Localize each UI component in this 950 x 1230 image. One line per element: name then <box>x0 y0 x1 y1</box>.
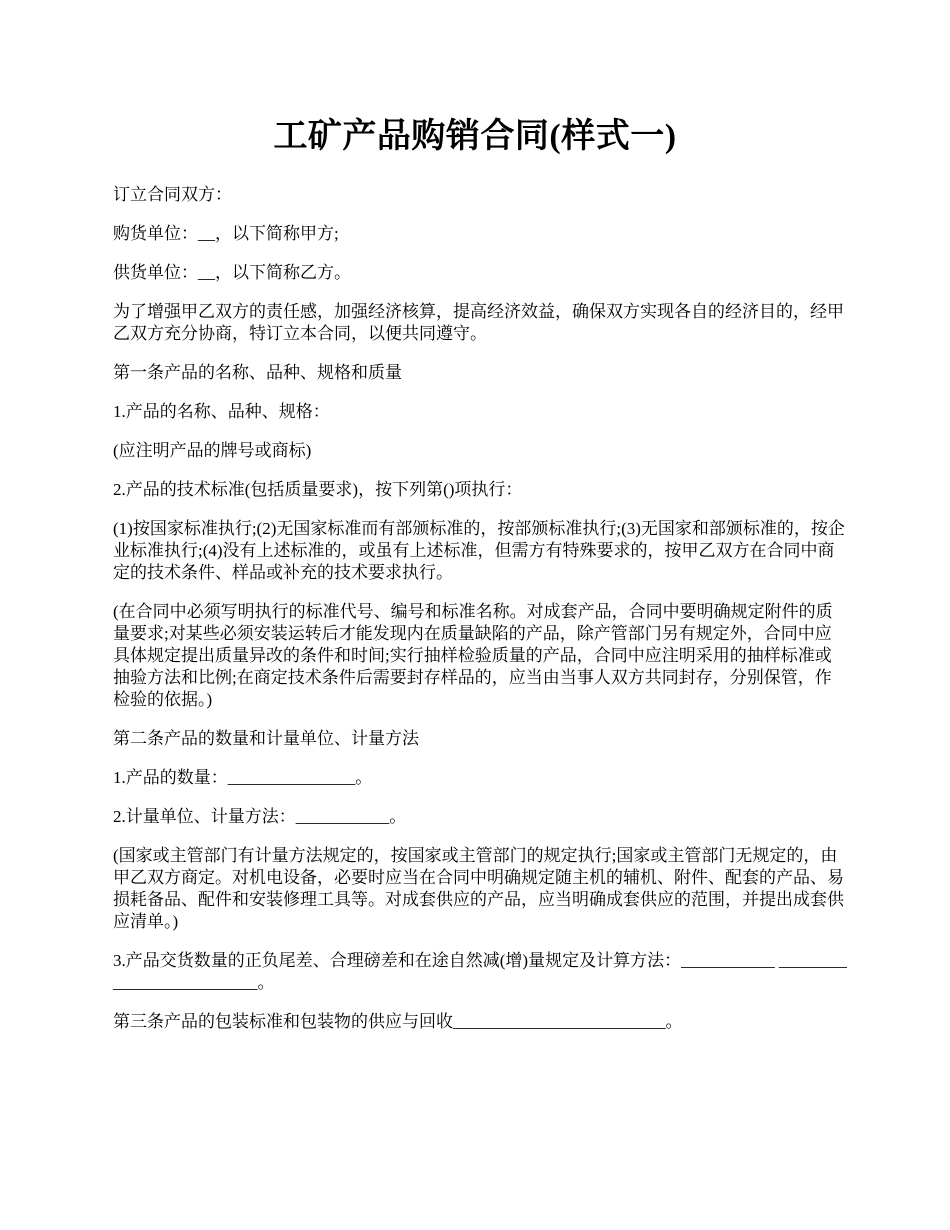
article-2-heading: 第二条产品的数量和计量单位、计量方法 <box>113 729 419 748</box>
document-body <box>113 184 848 1050</box>
article-1-item-2: 2.产品的技术标准(包括质量要求)，按下列第()项执行： <box>113 480 523 499</box>
article-2-item-2: 2.计量单位、计量方法：___________。 <box>113 807 407 826</box>
article-1-item-1: 1.产品的名称、品种、规格： <box>113 402 330 421</box>
paragraph-seller: 供货单位：__，以下简称乙方。 <box>113 263 351 282</box>
article-2-item-1: 1.产品的数量：_______________。 <box>113 768 373 787</box>
document-title: 工矿产品购销合同(样式一) <box>273 118 677 155</box>
paragraph-parties-intro: 订立合同双方： <box>113 185 232 204</box>
paragraph-purpose: 为了增强甲乙双方的责任感，加强经济核算，提高经济效益，确保双方实现各自的经济目的，经甲乙双方充分协商，特订立本合同，以便共同遵守。 <box>113 302 844 343</box>
paragraph-buyer: 购货单位：__，以下简称甲方; <box>113 224 339 243</box>
article-1-note-brand: (应注明产品的牌号或商标) <box>113 441 312 460</box>
article-1-heading: 第一条产品的名称、品种、规格和质量 <box>113 363 402 382</box>
article-2-measurement-note: (国家或主管部门有计量方法规定的，按国家或主管部门的规定执行;国家或主管部门无规定的，由甲乙双方商定。对机电设备，必要时应当在合同中明确规定随主机的辅机、附件、配套的产品、易损耗备品、配件和安装修理工具等。对成套供应的产品，应当明确成套供应的范围，并提出成套供应清单。) <box>113 846 844 931</box>
article-1-standards-options: (1)按国家标准执行;(2)无国家标准而有部颁标准的，按部颁标准执行;(3)无国家和部颁标准的，按企业标准执行;(4)没有上述标准的，或虽有上述标准，但需方有特殊要求的，按甲乙双方在合同中商定的技术条件、样品或补充的技术要求执行。 <box>113 519 845 582</box>
article-2-item-3: 3.产品交货数量的正负尾差、合理磅差和在途自然减(增)量规定及计算方法：___________ _________________________。 <box>113 951 847 992</box>
article-3-heading: 第三条产品的包装标准和包装物的供应与回收_________________________。 <box>113 1012 683 1031</box>
article-1-standards-note: (在合同中必须写明执行的标准代号、编号和标准名称。对成套产品，合同中要明确规定附件的质量要求;对某些必须安装运转后才能发现内在质量缺陷的产品，除产管部门另有规定外，合同中应具体规定提出质量异改的条件和时间;实行抽样检验质量的产品，合同中应注明采用的抽样标准或抽验方法和比例;在商定技术条件后需要封存样品的，应当由当事人双方共同封存，分别保管，作检验的依据。) <box>113 602 833 709</box>
